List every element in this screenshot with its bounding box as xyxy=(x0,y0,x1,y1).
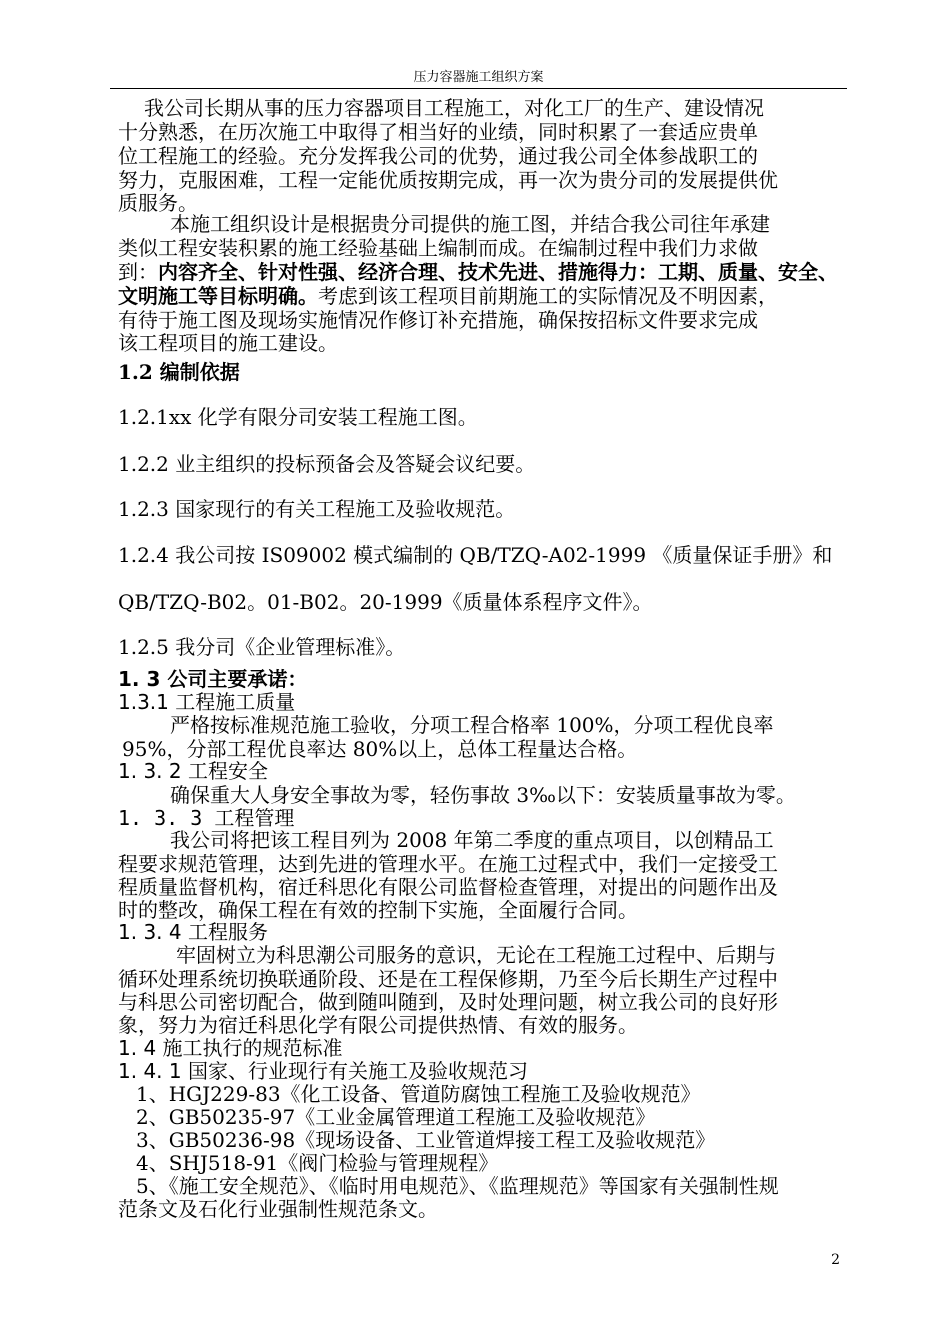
service-line1: 牢固树立为科思潮公司服务的意识，无论在工程施工过程中、后期与 xyxy=(176,943,776,967)
intro-p2-line5: 有待于施工图及现场实施情况作修订补充措施，确保按招标文件要求完成 xyxy=(118,308,758,332)
basis-item-4-line2: QB/TZQ-B02。01-B02。20-1999《质量体系程序文件》。 xyxy=(118,590,653,614)
standard-item-4: 4、SHJ518-91《阀门检验与管理规程》 xyxy=(136,1151,499,1175)
standard-item-3: 3、GB50236-98《现场设备、工业管道焊接工程工及验收规范》 xyxy=(136,1128,716,1152)
management-line4: 时的整改，确保工程在有效的控制下实施，全面履行合同。 xyxy=(118,898,638,922)
page-number: 2 xyxy=(831,1252,840,1268)
intro-p2-key-goals: 内容齐全、针对性强、经济合理、技术先进、措施得力：工期、质量、安全、 xyxy=(158,260,838,284)
service-line2: 循环处理系统切换联通阶段、还是在工程保修期，乃至今后长期生产过程中 xyxy=(118,967,778,991)
quality-line2: 95%，分部工程优良率达 80%以上，总体工程量达合格。 xyxy=(122,737,638,761)
intro-p2-line3 xyxy=(118,260,840,284)
intro-p2-line4-rest: 考虑到该工程项目前期施工的实际情况及不明因素， xyxy=(318,284,778,308)
section-1-3-heading: 1. 3 公司主要承诺： xyxy=(118,667,308,691)
service-line4: 象，努力为宿迁科思化学有限公司提供热情、有效的服务。 xyxy=(118,1013,638,1037)
quality-heading: 1.3.1 工程施工质量 xyxy=(118,690,296,714)
safety-line1: 确保重大人身安全事故为零，轻伤事故 3‰以下：安装质量事故为零。 xyxy=(170,783,796,807)
standard-item-5-line2: 范条文及石化行业强制性规范条文。 xyxy=(118,1197,438,1221)
intro-p2-line4 xyxy=(118,284,840,308)
intro-p1-line2: 十分熟悉，在历次施工中取得了相当好的业绩，同时积累了一套适应贵单 xyxy=(118,120,758,144)
page-header-title: 压力容器施工组织方案 xyxy=(413,70,544,85)
intro-p1-line1: 我公司长期从事的压力容器项目工程施工，对化工厂的生产、建设情况 xyxy=(144,96,764,120)
intro-p2-line1: 本施工组织设计是根据贵分司提供的施工图，并结合我公司往年承建 xyxy=(170,212,770,236)
basis-item-1: 1.2.1xx 化学有限分司安装工程施工图。 xyxy=(118,405,478,429)
management-line1: 我公司将把该工程目列为 2008 年第二季度的重点项目，以创精品工 xyxy=(170,828,774,852)
standard-item-1: 1、HGJ229-83《化工设备、管道防腐蚀工程施工及验收规范》 xyxy=(136,1082,701,1106)
intro-p2-line2: 类似工程安装积累的施工经验基础上编制而成。在编制过程中我们力求做 xyxy=(118,236,758,260)
quality-line1: 严格按标准规范施工验收，分项工程合格率 100%，分项工程优良率 xyxy=(170,713,774,737)
intro-p2-line6: 该工程项目的施工建设。 xyxy=(118,331,338,355)
basis-item-5: 1.2.5 我分司《企业管理标准》。 xyxy=(118,635,406,659)
section-1-2-heading: 1.2 编制依据 xyxy=(118,360,240,384)
intro-p1-line3: 位工程施工的经验。充分发挥我公司的优势，通过我公司全体参战职工的 xyxy=(118,144,758,168)
intro-p2-key-goals-end: 文明施工等目标明确。 xyxy=(118,284,318,308)
section-1-4-heading: 1. 4 施工执行的规范标准 xyxy=(118,1036,343,1060)
intro-p2-line3-lead: 到： xyxy=(118,260,158,284)
standard-item-5-line1: 5、《施工安全规范》、《临时用电规范》、《监理规范》等国家有关强制性规 xyxy=(136,1174,779,1198)
safety-heading: 1. 3. 2 工程安全 xyxy=(118,759,268,783)
section-1-4-1-heading: 1. 4. 1 国家、行业现行有关施工及验收规范习 xyxy=(118,1059,528,1083)
intro-p1-line5: 质服务。 xyxy=(118,191,198,215)
standard-item-2: 2、GB50235-97《工业金属管理道工程施工及验收规范》 xyxy=(136,1105,656,1129)
basis-item-2: 1.2.2 业主组织的投标预备会及答疑会议纪要。 xyxy=(118,452,536,476)
service-line3: 与科思公司密切配合，做到随叫随到，及时处理问题，树立我公司的良好形 xyxy=(118,990,778,1014)
intro-p1-line4: 努力，克服困难，工程一定能优质按期完成，再一次为贵分司的发展提供优 xyxy=(118,168,778,192)
management-heading: 1. 3. 3 工程管理 xyxy=(118,806,295,830)
header-rule xyxy=(110,88,847,89)
basis-item-3: 1.2.3 国家现行的有关工程施工及验收规范。 xyxy=(118,497,516,521)
management-line3: 程质量监督机构，宿迁科思化有限公司监督检查管理，对提出的问题作出及 xyxy=(118,875,778,899)
basis-item-4-line1: 1.2.4 我公司按 IS09002 模式编制的 QB/TZQ-A02-1999 《质量保证手册》和 xyxy=(118,543,833,567)
service-heading: 1. 3. 4 工程服务 xyxy=(118,920,268,944)
management-line2: 程要求规范管理，达到先进的管理水平。在施工过程式中，我们一定接受工 xyxy=(118,852,778,876)
